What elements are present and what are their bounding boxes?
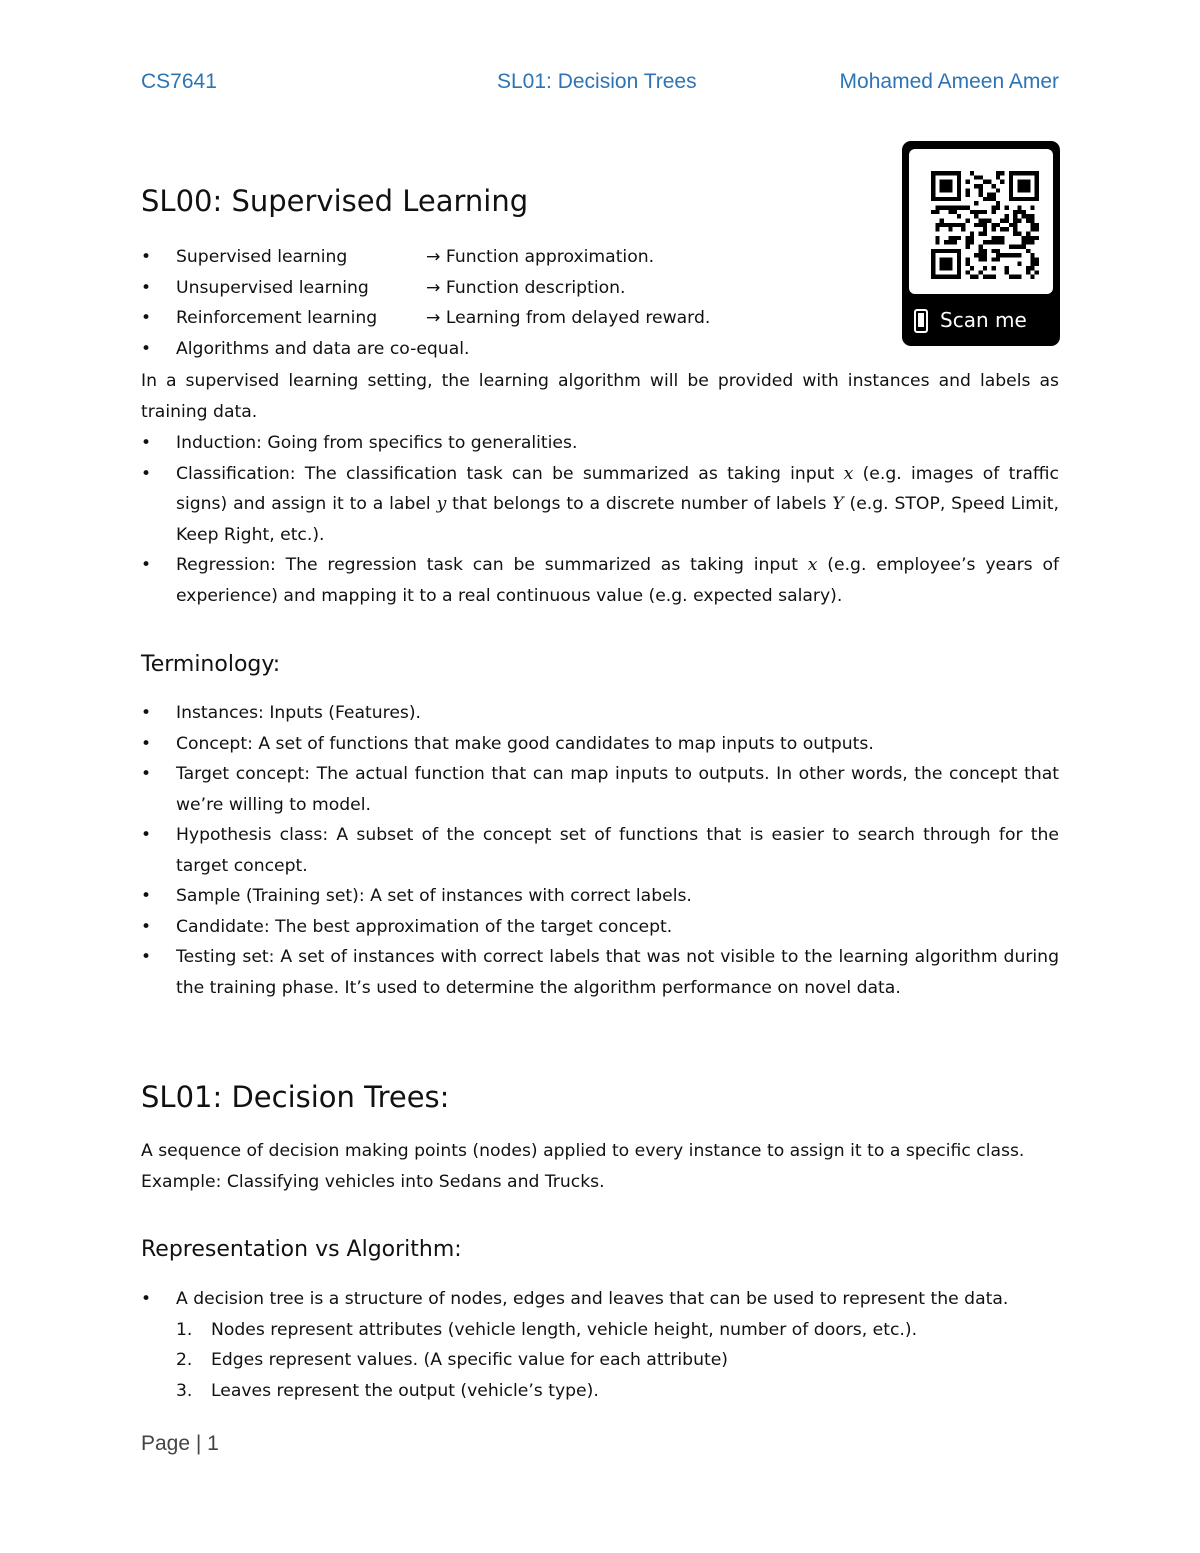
math-y: y — [436, 494, 447, 514]
learning-type-desc: Function description. — [445, 277, 626, 298]
supervised-concepts-list — [141, 428, 1059, 611]
regression-text: Regression: The regression task can be summarized as taking input — [176, 555, 808, 575]
item-text: Edges represent values. (A specific value for each attribute) — [211, 1350, 728, 1370]
list-item: • Concept: A set of functions that make good candidates to map inputs to outputs. — [141, 729, 1059, 760]
arrow-right-icon: → — [426, 247, 446, 267]
intro-line: Example: Classifying vehicles into Sedans and Trucks. — [141, 1171, 605, 1192]
section-title-representation: Representation vs Algorithm: — [141, 1237, 462, 1262]
supervised-setting-paragraph: In a supervised learning setting, the learning algorithm will be provided with instances and labels as training data. — [141, 371, 1059, 422]
arrow-right-icon: → — [426, 277, 446, 298]
item-number: 3. — [176, 1380, 193, 1401]
classification-text: (e.g. images of traffic signs) and assign it to a label — [176, 463, 1059, 514]
list-item — [141, 459, 1059, 551]
item-number: 1. — [176, 1319, 193, 1340]
item-text: Nodes represent attributes (vehicle length, vehicle height, number of doors, etc.). — [211, 1319, 918, 1340]
intro-line: A sequence of decision making points (nodes) applied to every instance to assign it to a specific class. — [141, 1141, 1025, 1161]
math-Y: Y — [832, 494, 844, 514]
classification-text: Classification: The classification task can be summarized as taking input — [176, 463, 844, 484]
header-author: Mohamed Ameen Amer — [839, 70, 1059, 93]
list-item — [141, 550, 1059, 611]
item-number: 2. — [176, 1350, 193, 1370]
list-item — [141, 303, 901, 334]
list-item: • Hypothesis class: A subset of the concept set of functions that is easier to search through for the target concept. — [141, 820, 1059, 881]
phone-icon — [914, 309, 928, 333]
header-document-title: SL01: Decision Trees — [497, 70, 697, 93]
section-title-terminology: Terminology: — [141, 652, 281, 677]
numbered-item — [141, 1345, 1059, 1376]
learning-type-name: Supervised learning — [176, 247, 348, 267]
representation-list — [141, 1284, 1059, 1406]
scan-me-label: Scan me — [940, 308, 1027, 332]
arrow-right-icon: → — [426, 308, 446, 328]
numbered-item — [141, 1315, 1059, 1346]
section-title-supervised-learning: SL00: Supervised Learning — [141, 184, 529, 218]
page-number: Page | 1 — [141, 1432, 219, 1455]
list-item: • A decision tree is a structure of nodes, edges and leaves that can be used to represent the data. — [141, 1284, 1059, 1315]
learning-type-name: Reinforcement learning — [176, 308, 378, 328]
terminology-list — [141, 698, 1059, 1003]
list-item: • Algorithms and data are co-equal. — [141, 334, 901, 365]
qr-code-badge[interactable] — [902, 141, 1060, 346]
list-item — [141, 242, 901, 273]
qr-code-frame — [909, 149, 1053, 294]
list-item: • Induction: Going from specifics to generalities. — [141, 428, 1059, 459]
learning-type-desc: Learning from delayed reward. — [445, 308, 711, 328]
list-item: • Candidate: The best approximation of the target concept. — [141, 912, 1059, 943]
section-title-decision-trees: SL01: Decision Trees: — [141, 1080, 450, 1114]
learning-type-desc: Function approximation. — [445, 247, 655, 267]
numbered-item — [141, 1376, 1059, 1407]
list-item: • Target concept: The actual function that can map inputs to outputs. In other words, the concept that we’re willing to model. — [141, 759, 1059, 820]
math-x: x — [807, 555, 818, 575]
list-item: • Sample (Training set): A set of instances with correct labels. — [141, 881, 1059, 912]
header-course-code: CS7641 — [141, 70, 217, 93]
learning-type-name: Unsupervised learning — [176, 277, 369, 298]
math-x: x — [843, 463, 854, 484]
list-item — [141, 273, 901, 304]
decision-tree-intro — [141, 1136, 1059, 1197]
list-item: • Testing set: A set of instances with correct labels that was not visible to the learning algorithm during the training phase. It’s used to determine the algorithm performance on novel data. — [141, 942, 1059, 1003]
regression-text: (e.g. employee’s years of experience) and mapping it to a real continuous value (e.g. expected salary). — [176, 555, 1060, 606]
qr-code-icon — [931, 171, 1039, 279]
learning-types-list — [141, 242, 901, 364]
classification-text: (e.g. STOP, Speed Limit, Keep Right, etc.). — [176, 494, 1059, 545]
list-item: • Instances: Inputs (Features). — [141, 698, 1059, 729]
item-text: Leaves represent the output (vehicle’s type). — [211, 1380, 599, 1401]
classification-text: that belongs to a discrete number of labels — [446, 494, 833, 514]
